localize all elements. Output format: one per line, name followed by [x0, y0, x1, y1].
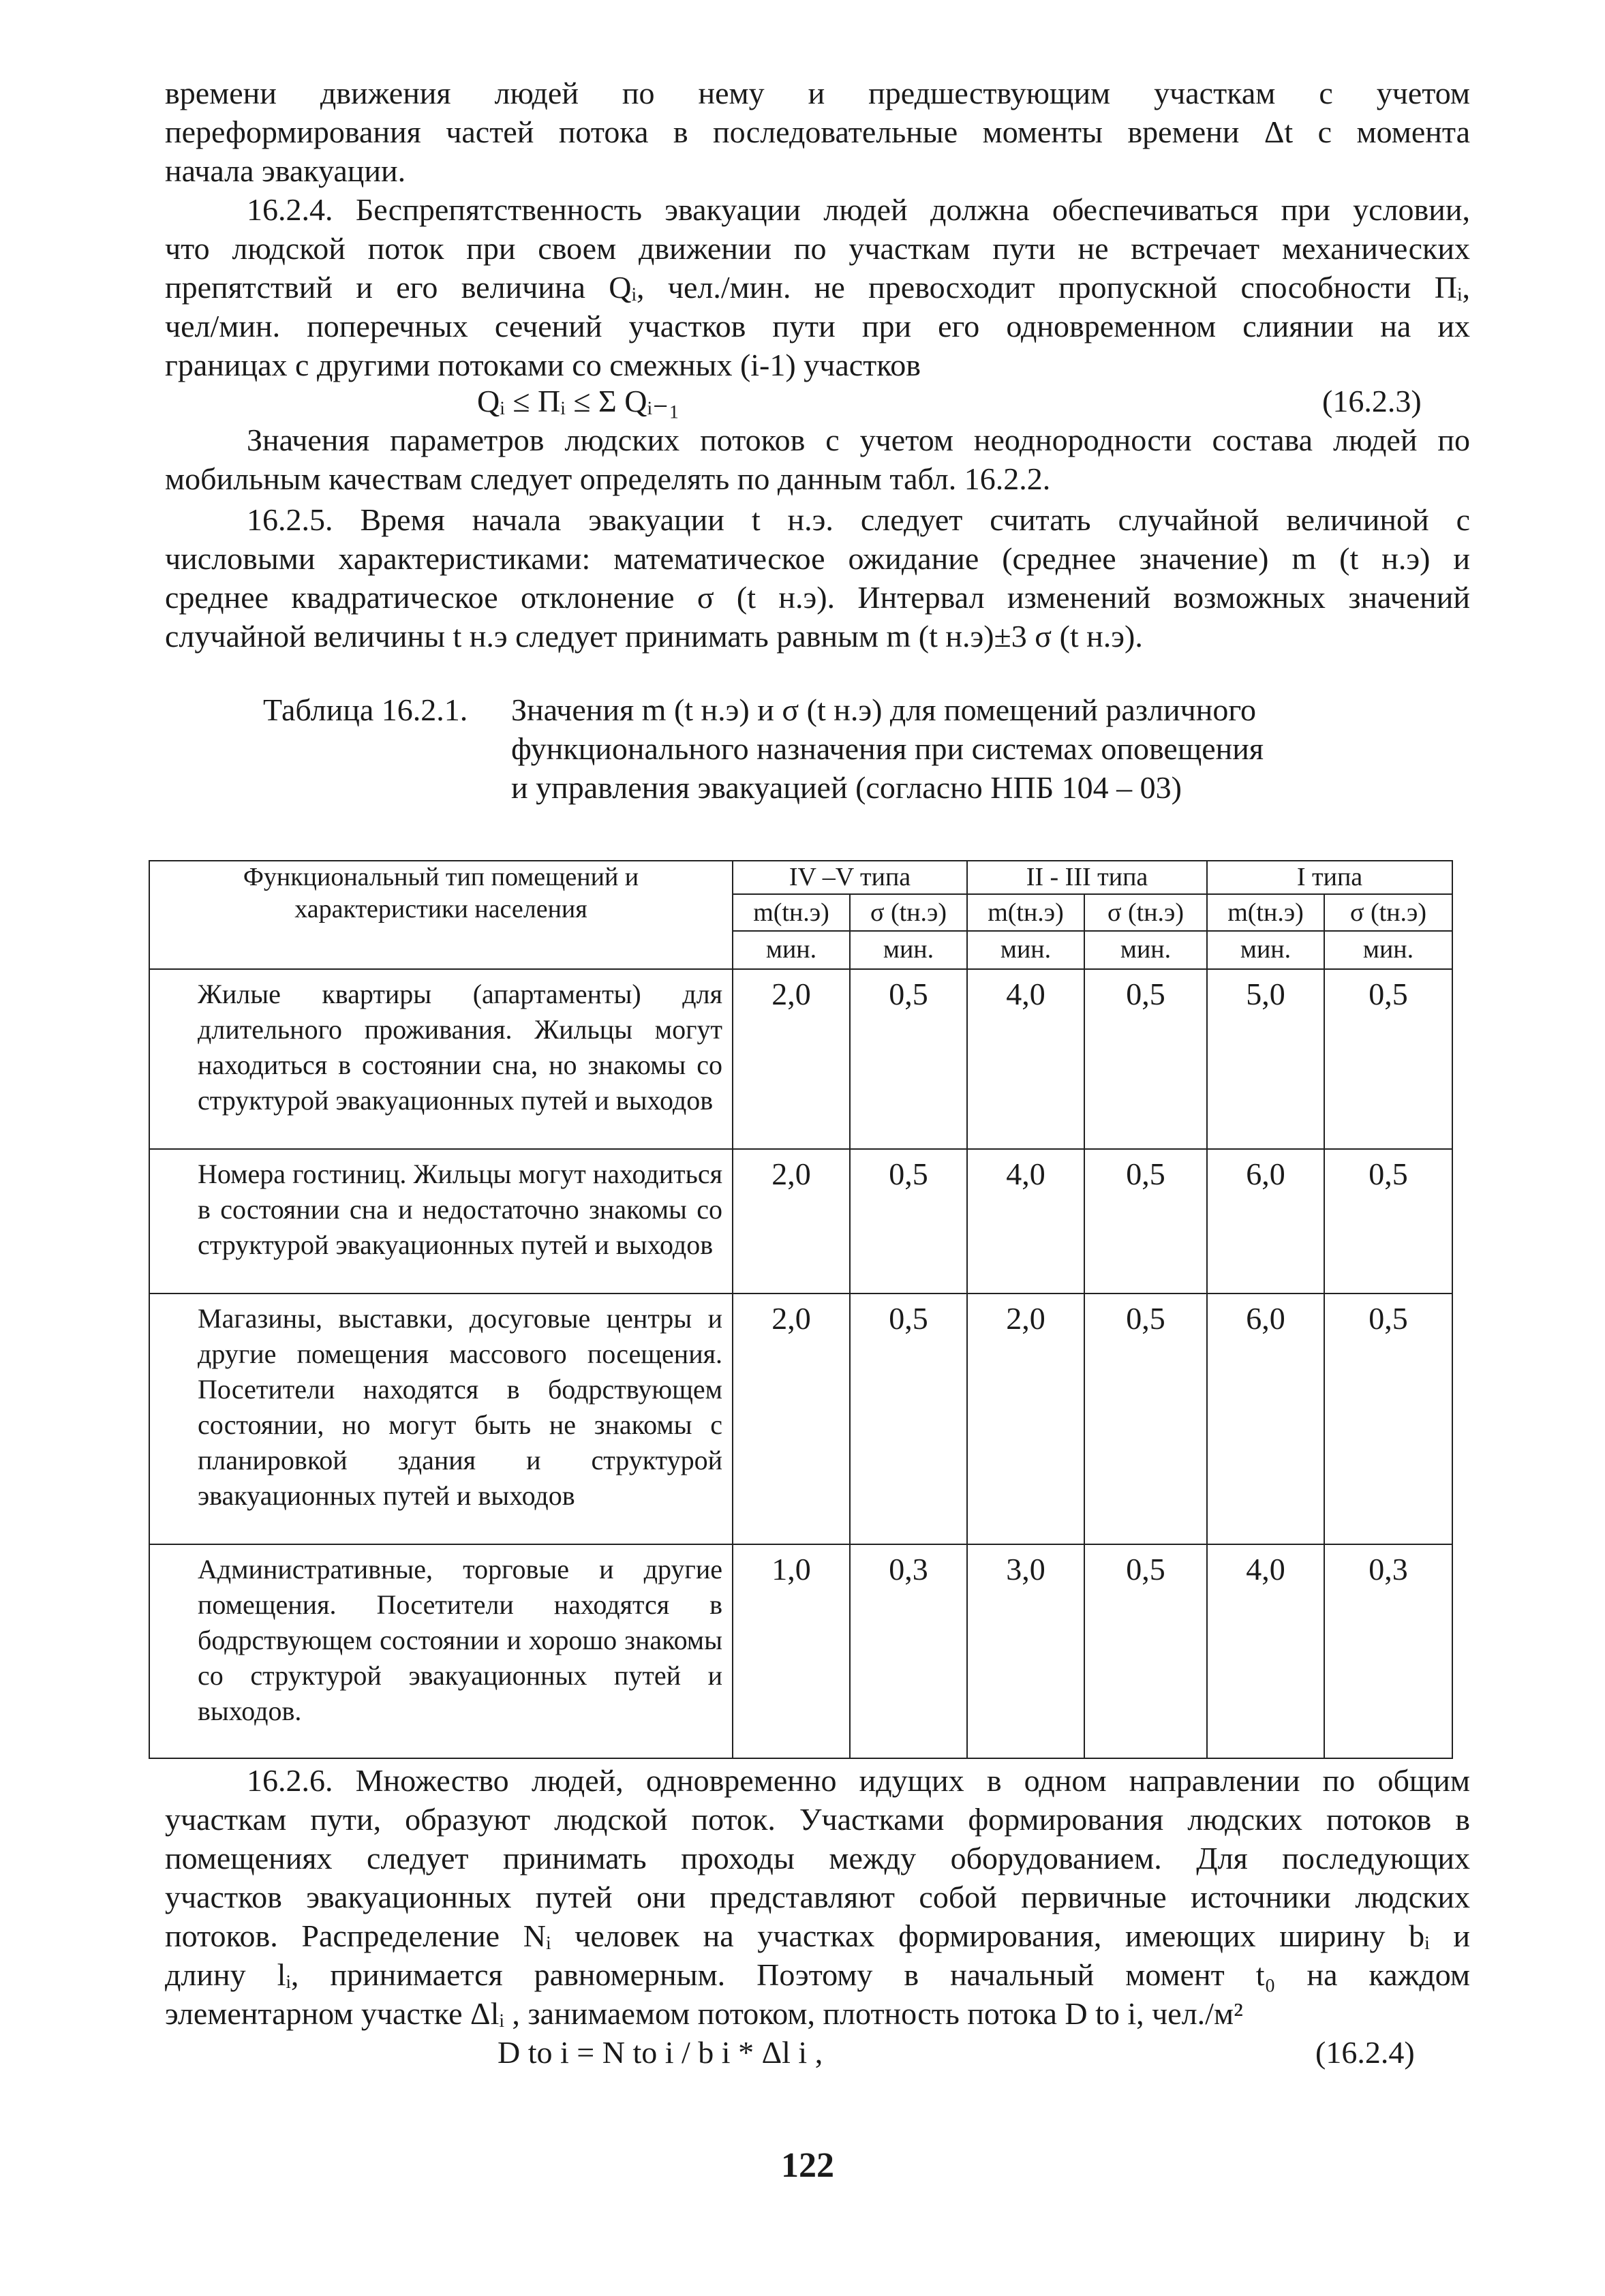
- text-line: границах с другими потоками со смежных (i-1) участков: [165, 348, 921, 382]
- text-line: помещениях следует принимать проходы между оборудованием. Для последующих: [165, 1841, 1470, 1876]
- text-line: времени движения людей по нему и предшествующим участкам с учетом: [165, 76, 1470, 110]
- table-subheader-m: m(tн.э): [1207, 894, 1324, 931]
- cell-value: 0,5: [1084, 1149, 1207, 1294]
- table-header-type: Функциональный тип помещений и характеристики населения: [149, 861, 733, 969]
- row-description: Магазины, выставки, досуговые центры и другие помещения массового посещения. Посетители находятся в бодрствующем состоянии, но могут быть не знакомы с планировкой здания и структурой эвакуационных путей и выходов: [149, 1294, 733, 1544]
- cell-value: 0,5: [1084, 969, 1207, 1149]
- cell-value: 0,5: [1324, 1149, 1452, 1294]
- cell-value: 4,0: [1207, 1544, 1324, 1758]
- formula-expression: Qᵢ ≤ Пᵢ ≤ Σ Qᵢ₋₁: [477, 384, 680, 418]
- cell-value: 4,0: [967, 1149, 1084, 1294]
- table-unit: мин.: [1324, 931, 1452, 969]
- table-unit: мин.: [967, 931, 1084, 969]
- table-caption-line: функционального назначения при системах оповещения: [511, 731, 1264, 766]
- text-line: препятствий и его величина Qᵢ, чел./мин. не превосходит пропускной способности Пᵢ,: [165, 270, 1470, 305]
- text-line: участкам пути, образуют людской поток. Участками формирования людских потоков в: [165, 1802, 1470, 1837]
- data-table: [149, 860, 1453, 1759]
- text-line: переформирования частей потока в последовательные моменты времени Δt с момента: [165, 114, 1470, 149]
- cell-value: 0,5: [850, 969, 967, 1149]
- table-unit: мин.: [850, 931, 967, 969]
- cell-value: 0,5: [850, 1294, 967, 1544]
- table-row: [149, 1149, 1452, 1294]
- cell-value: 2,0: [733, 1294, 850, 1544]
- cell-value: 0,5: [1324, 969, 1452, 1149]
- cell-value: 4,0: [967, 969, 1084, 1149]
- table-unit: мин.: [1084, 931, 1207, 969]
- cell-value: 2,0: [967, 1294, 1084, 1544]
- row-description: Административные, торговые и другие помещения. Посетители находятся в бодрствующем состоянии и хорошо знакомы со структурой эвакуационных путей и выходов.: [149, 1544, 733, 1758]
- text-line: числовыми характеристиками: математическое ожидание (среднее значение) m (t н.э) и: [165, 541, 1470, 576]
- text-line: что людской поток при своем движении по участкам пути не встречает механических: [165, 231, 1470, 266]
- text-line: чел/мин. поперечных сечений участков пути при его одновременном слиянии на их: [165, 309, 1470, 343]
- text-line: начала эвакуации.: [165, 153, 406, 188]
- table-caption-line: и управления эвакуацией (согласно НПБ 104 – 03): [511, 770, 1182, 805]
- text-line: элементарном участке Δlᵢ , занимаемом потоком, плотность потока D to i, чел./м²: [165, 1996, 1243, 2031]
- cell-value: 0,5: [1324, 1294, 1452, 1544]
- table-subheader-m: m(tн.э): [733, 894, 850, 931]
- text-line: потоков. Распределение Nᵢ человек на участках формирования, имеющих ширину bᵢ и: [165, 1918, 1470, 1953]
- text-line: 16.2.5. Время начала эвакуации t н.э. следует считать случайной величиной с: [247, 502, 1470, 537]
- table-row: [149, 1294, 1452, 1544]
- cell-value: 1,0: [733, 1544, 850, 1758]
- table-unit: мин.: [1207, 931, 1324, 969]
- cell-value: 0,5: [1084, 1294, 1207, 1544]
- table-subheader-m: m(tн.э): [967, 894, 1084, 931]
- table-subheader-sigma: σ (tн.э): [1324, 894, 1452, 931]
- table-caption-label: Таблица 16.2.1.: [263, 692, 468, 727]
- text-line: случайной величины t н.э следует принимать равным m (t н.э)±3 σ (t н.э).: [165, 619, 1143, 654]
- cell-value: 5,0: [1207, 969, 1324, 1149]
- text-line: участков эвакуационных путей они представляют собой первичные источники людских: [165, 1880, 1470, 1914]
- row-description: Номера гостиниц. Жильцы могут находиться в состоянии сна и недостаточно знакомы со структурой эвакуационных путей и выходов: [149, 1149, 733, 1294]
- table-header-group: II - III типа: [967, 861, 1207, 894]
- cell-value: 2,0: [733, 1149, 850, 1294]
- cell-value: 3,0: [967, 1544, 1084, 1758]
- cell-value: 0,3: [850, 1544, 967, 1758]
- table-row: [149, 969, 1452, 1149]
- text-line: 16.2.6. Множество людей, одновременно идущих в одном направлении по общим: [247, 1763, 1470, 1798]
- table-row: [149, 1544, 1452, 1758]
- cell-value: 6,0: [1207, 1294, 1324, 1544]
- cell-value: 0,5: [850, 1149, 967, 1294]
- formula-number: (16.2.3): [1322, 384, 1422, 418]
- cell-value: 6,0: [1207, 1149, 1324, 1294]
- text-line: мобильным качествам следует определять по данным табл. 16.2.2.: [165, 461, 1051, 496]
- table-unit: мин.: [733, 931, 850, 969]
- formula-number: (16.2.4): [1315, 2035, 1415, 2070]
- page-number: 122: [781, 2146, 834, 2185]
- text-line: Значения параметров людских потоков с учетом неоднородности состава людей по: [247, 423, 1470, 457]
- cell-value: 2,0: [733, 969, 850, 1149]
- table-header-group: I типа: [1207, 861, 1452, 894]
- cell-value: 0,5: [1084, 1544, 1207, 1758]
- cell-value: 0,3: [1324, 1544, 1452, 1758]
- text-line: 16.2.4. Беспрепятственность эвакуации людей должна обеспечиваться при условии,: [247, 192, 1470, 227]
- table-subheader-sigma: σ (tн.э): [850, 894, 967, 931]
- table-subheader-sigma: σ (tн.э): [1084, 894, 1207, 931]
- text-line: среднее квадратическое отклонение σ (t н.э). Интервал изменений возможных значений: [165, 580, 1470, 615]
- row-description: Жилые квартиры (апартаменты) для длительного проживания. Жильцы могут находиться в состоянии сна, но знакомы со структурой эвакуационных путей и выходов: [149, 969, 733, 1149]
- formula-expression: D to i = N to i / b i * Δl i ,: [498, 2035, 823, 2070]
- text-line: длину lᵢ, принимается равномерным. Поэтому в начальный момент t₀ на каждом: [165, 1957, 1470, 1992]
- table-caption-line: Значения m (t н.э) и σ (t н.э) для помещений различного: [511, 692, 1257, 727]
- table-header-group: IV –V типа: [733, 861, 967, 894]
